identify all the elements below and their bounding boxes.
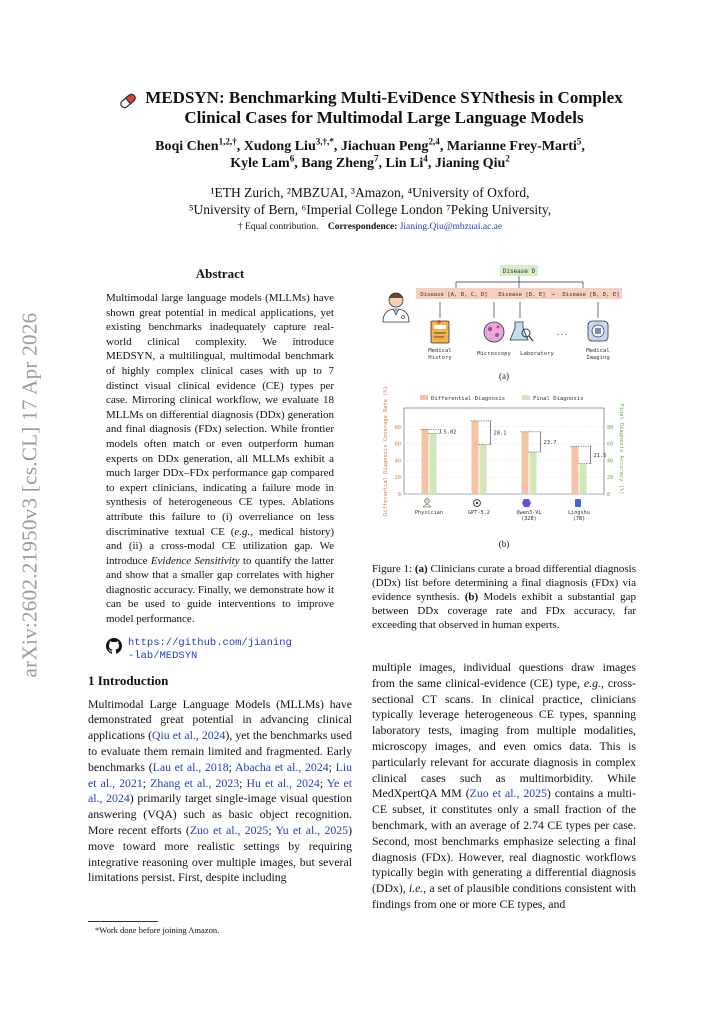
body-italic: e.g. [583, 675, 601, 690]
correspondence-email[interactable]: Jianing.Qiu@mbzuai.ac.ae [399, 222, 503, 232]
bar-ddx-1 [472, 421, 479, 494]
author-sup: 2,4 [428, 136, 440, 147]
final-diagnosis-label: Disease D [502, 268, 536, 275]
citation-link[interactable]: Zhang et al., 2023 [150, 775, 240, 790]
y-tick-left-4: 80 [394, 424, 401, 431]
author-name: Jianing Qiu [434, 156, 506, 171]
physician-icon [423, 499, 431, 507]
intro-text: ) move toward more realistic settings by requiring integrative reasoning over multiple images, but several limitations persist. First, despite including [88, 823, 353, 885]
evidence-label-imaging-2: Imaging [586, 355, 610, 361]
abstract-term: Evidence Sensitivity [150, 554, 240, 567]
title-line-1: MEDSYN: Benchmarking Multi-EviDence SYNthesis in Complex [145, 88, 623, 107]
caption-label: Figure 1: [372, 563, 413, 575]
left-column [88, 266, 352, 886]
intro-text: ) primarily target single-image visual question answering (VQA) such as basic object recognition. More recent efforts ( [88, 791, 352, 838]
author-sup: 7 [373, 153, 379, 164]
x-tick-label-2-0: Qwen3-VL [516, 510, 542, 516]
legend-swatch-fdx [522, 395, 530, 400]
affiliations [90, 184, 650, 218]
body-text: ) contains a multi-CE subset, it constitutes only a small fraction of the benchmark, with an average of 2.74 CE types per case. Second, most benchmarks emphasize selecting a final diagnosis (FDx). However, real diagnostic workflows typically begin with generating a differential diagnosis (DDx), [372, 786, 636, 896]
citation-link[interactable]: Zuo et al., 2025 [189, 823, 269, 838]
author-name: Marianne Frey-Marti [446, 139, 577, 154]
figure-panel-a [383, 265, 622, 381]
body-text: , cross-sectional CT scans. In clinical practice, clinicians typically leverage heterogeneous CE types, spanning laboratory tests, imaging from multiple modalities, microscopy images, and even omics data. This is particularly relevant for accurate diagnosis in complex clinical cases such as multimorbidity. While MedXpertQA MM ( [372, 675, 637, 801]
medical-history-icon [431, 320, 449, 343]
legend-swatch-ddx [420, 395, 428, 400]
equal-contribution: † Equal contribution. [237, 222, 319, 232]
author-name: Kyle Lam [230, 156, 290, 171]
citation-link[interactable]: Ye et al., 2024 [88, 775, 352, 806]
legend-label-fdx: Final Diagnosis [533, 396, 584, 402]
caption-a-label: (a) [414, 563, 428, 575]
body-italic: i.e. [408, 881, 424, 896]
gap-label-0: 5.02 [443, 429, 457, 436]
abstract-heading: Abstract [195, 266, 245, 281]
intro-text: Multimodal Large Language Models (MLLMs) have demonstrated great potential in advancing clinical applications ( [88, 696, 352, 743]
author-name: Bang Zheng [301, 156, 374, 171]
arxiv-id: arXiv:2602.21950v3 [cs.CL] 17 Apr 2026 [17, 312, 42, 678]
github-link-line[interactable]: https://github.com/jianing [128, 636, 292, 649]
ddx-box-1: Disease [A, B, C, D] [420, 292, 488, 298]
author-name: Xudong Liu [243, 139, 316, 154]
body-text: multiple images, individual questions draw images from the same clinical-evidence (CE) type, [372, 660, 636, 690]
abstract-text: Multimodal large language models (MLLMs) have shown great potential in medical applications, yet existing benchmarks inadequately capture real-world clinical complexity. We introduce MEDSYN, a multilingual, multimodal benchmark of highly complex clinical cases with up to 7 distinct visual clinical evidence (CE) types per case. Mirroring clinical workflow, we evaluate 18 MLLMs on differential diagnosis (DDx) generation and final diagnosis (FDx) selection. While frontier models often match or even outperform human experts on DDx generation, all MLLMs exhibit a much larger DDx–FDx performance gap compared to expert clinicians, indicating a failure mode in synthesis of heterogeneous CE types. Ablations attribute this failure to (i) overreliance on less discriminative textual CE ( [106, 292, 334, 538]
abstract-italic: e.g. [234, 525, 251, 538]
bar-ddx-3 [572, 446, 579, 494]
author-name: Lin Li [385, 156, 424, 171]
github-link-line[interactable]: -lab/MEDSYN [128, 649, 198, 662]
microscopy-icon [484, 322, 504, 342]
github-link[interactable] [128, 637, 292, 663]
lingshu-icon [575, 499, 581, 507]
y-tick-right-4: 80 [607, 424, 614, 431]
x-tick-label-3-1: (7B) [572, 516, 586, 522]
contribution-note [90, 220, 650, 234]
y-tick-right-0: 0 [607, 492, 611, 498]
citation-link[interactable]: Abacha et al., 2024 [234, 759, 329, 774]
bar-ddx-2 [522, 432, 529, 494]
author-list [90, 138, 650, 172]
title-line-2: Clinical Cases for Multimodal Large Language Models [184, 108, 584, 127]
caption-a-text: Clinicians curate a broad differential diagnosis (DDx) list before determining a final diagnosis (FDx) via evidence synthesis. [372, 563, 637, 603]
abstract-body [106, 291, 334, 627]
qwen-icon [522, 499, 531, 507]
figure-panel-b-chart [383, 386, 624, 549]
correspondence-label: Correspondence: [327, 222, 398, 232]
author-name: Boqi Chen [155, 139, 219, 154]
more-evidence-ellipsis: ... [555, 329, 569, 337]
bar-fdx-0 [430, 434, 437, 494]
gap-label-3: 21.5 [593, 452, 607, 459]
legend-label-ddx: Differential Diagnosis [431, 396, 506, 402]
caption-b-text: Models exhibit a substantial gap between DDx coverage rate and FDx accuracy, far exceeding that observed in human experts. [372, 591, 636, 631]
evidence-label-history-2: History [428, 355, 452, 361]
abstract-text: to quantify the latter and show that a smaller gap correlates with higher diagnostic accuracy. Finally, we demonstrate how it can be used to guide interventions to improve model performance. [106, 554, 334, 626]
x-tick-label-3-0: Lingshu [568, 510, 590, 516]
author-sup: 1,2,† [218, 136, 237, 147]
ddx-box-2: Disease [D, E] [498, 292, 546, 298]
gap-label-2: 23.7 [543, 439, 557, 446]
section-heading-introduction: 1 Introduction [88, 672, 169, 688]
bar-fdx-2 [530, 452, 537, 494]
citation-link[interactable]: Lau et al., 2018 [152, 759, 229, 774]
figure-caption [372, 562, 636, 632]
y-tick-left-1: 20 [394, 475, 401, 482]
author-sup: 4 [423, 153, 428, 164]
bar-fdx-1 [480, 444, 487, 494]
bar-ddx-0 [422, 429, 429, 494]
author-line-1: Boqi Chen$^{1,2,\dagger}$, Xudong Liu$^{3,\dagger,*}$, Jiachuan Peng$^{2,4}$, Marianne Frey-Marti$^5$, [155, 136, 585, 154]
citation-link[interactable]: Liu et al., 2021 [88, 759, 353, 790]
github-row [106, 637, 352, 663]
figure-1 [372, 262, 636, 562]
citation-link[interactable]: Yu et al., 2025 [275, 823, 349, 838]
y-tick-right-1: 20 [607, 475, 614, 482]
evidence-label-imaging-1: Medical [586, 348, 610, 354]
y-tick-right-2: 40 [607, 458, 614, 465]
author-sup: 5 [576, 136, 582, 147]
panel-a-label: (a) [499, 371, 509, 381]
intro-text: ), yet the benchmarks used to evaluate them remain limited and fragmented. Early benchmarks ( [88, 728, 353, 774]
evidence-label-laboratory: Laboratory [520, 351, 554, 357]
doctor-icon [383, 293, 409, 322]
introduction-body: Multimodal Large Language Models (MLLMs) have demonstrated great potential in advancing clinical applications (Qiu et al., 2024), yet the benchmarks used to evaluate them remain limited and fragmented. Early benchmarks (Lau et al., 2018; Abacha et al., 2024; Liu et al., 2021; Zhang et al., 2023; Hu et al., 2024; Ye et al., 2024) primarily target single-image visual question answering (VQA) such as basic object recognition. More recent efforts (Zuo et al., 2025; Yu et al., 2025) move toward more realistic settings by requiring integrative reasoning over multiple images, but several limitations persist. First, despite including [88, 696, 353, 885]
affiliation-line-2: ⁵University of Bern, ⁶Imperial College London ⁷Peking University, [188, 202, 552, 217]
y-tick-left-0: 0 [397, 492, 401, 498]
ddx-box-3: Disease [B, D, E] [562, 292, 620, 298]
citation-link[interactable]: Qiu et al., 2024 [152, 728, 226, 743]
evidence-label-microscopy: Microscopy [477, 351, 511, 357]
github-icon [106, 638, 122, 654]
medical-imaging-icon [588, 321, 608, 341]
x-tick-label-0-0: Physician [414, 510, 444, 516]
openai-icon [474, 500, 481, 507]
author-sup: 3,†,* [315, 136, 334, 147]
gap-label-1: 28.1 [493, 430, 507, 437]
title-block [90, 88, 650, 234]
author-line-2: Kyle Lam$^6$, Bang Zheng$^7$, Lin Li$^4$, Jianing Qiu$^2$ [230, 153, 510, 171]
laboratory-icon [510, 322, 533, 341]
ddx-arrow: → [551, 292, 555, 298]
footnote-rule [88, 921, 158, 922]
y-axis-label-right: Final Diagnosis Accuracy (%) [618, 403, 624, 495]
title-row [90, 88, 650, 128]
arxiv-stamp [6, 300, 54, 690]
author-sup: 2 [505, 153, 510, 164]
y-tick-left-3: 60 [394, 441, 401, 448]
body-text: , a set of plausible conditions consistent with findings from one or more CE types, and [372, 881, 636, 911]
y-tick-right-3: 60 [607, 441, 614, 448]
footnote: *Work done before joining Amazon. [95, 925, 220, 935]
right-column-body [372, 660, 636, 913]
evidence-label-history-1: Medical [428, 348, 452, 354]
x-tick-label-1-0: GPT-5.2 [468, 510, 490, 516]
y-tick-left-2: 40 [394, 458, 401, 465]
bar-fdx-3 [580, 464, 587, 494]
abstract-text: , medical history) and (ii) a cross-modal CE utilization gap. We introduce [106, 525, 334, 567]
panel-b-label: (b) [498, 539, 510, 549]
pill-icon [117, 90, 139, 112]
caption-b-label: (b) [464, 591, 479, 603]
y-axis-label-left: Differential Diagnosis Coverage Rate (%) [383, 386, 389, 516]
author-name: Jiachuan Peng [340, 139, 429, 154]
citation-link[interactable]: Hu et al., 2024 [246, 775, 320, 790]
author-sup: 6 [289, 153, 295, 164]
citation-link[interactable]: Zuo et al., 2025 [469, 786, 547, 801]
affiliation-line-1: ¹ETH Zurich, ²MBZUAI, ³Amazon, ⁴University of Oxford, [210, 185, 530, 200]
x-tick-label-2-1: (32B) [521, 516, 537, 522]
